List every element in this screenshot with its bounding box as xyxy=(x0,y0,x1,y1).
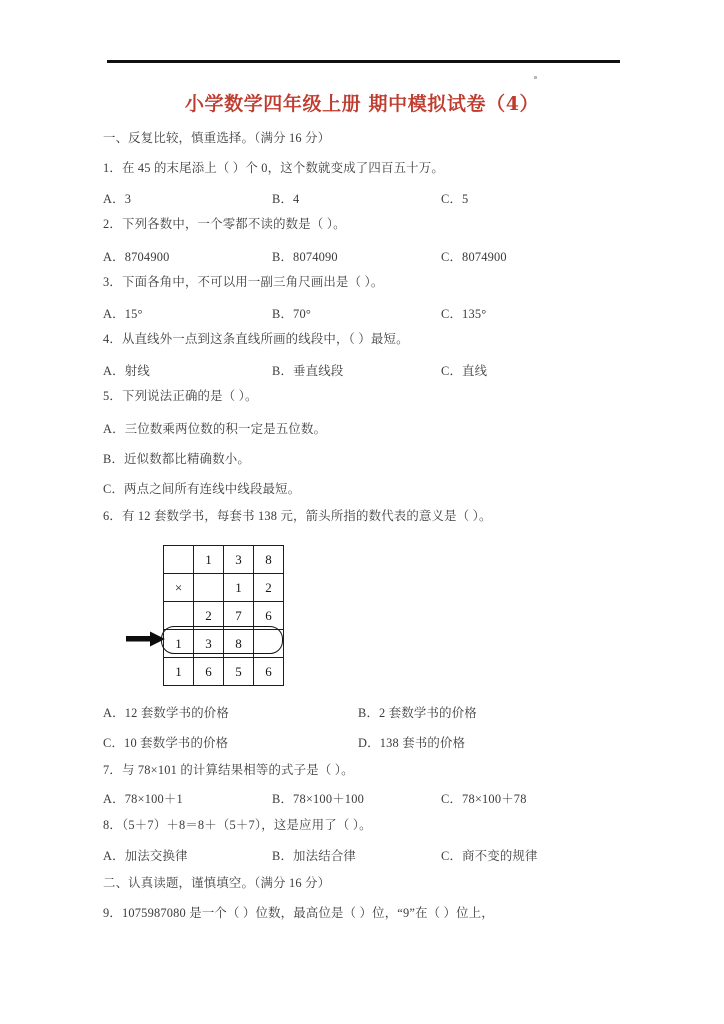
table-row xyxy=(164,546,284,574)
grid-cell xyxy=(164,602,194,630)
grid-cell xyxy=(164,546,194,574)
grid-cell: 1 xyxy=(164,630,194,658)
question-7-option-a[interactable]: A．78×100＋1 xyxy=(103,792,183,806)
question-7-stem: 7．与 78×101 的计算结果相等的式子是（ ）。 xyxy=(103,763,354,777)
question-2-option-a[interactable]: A．8704900 xyxy=(103,250,170,264)
grid-cell: 6 xyxy=(194,658,224,686)
question-7-option-b[interactable]: B．78×100＋100 xyxy=(272,792,364,806)
grid-cell-multiply-sign: × xyxy=(164,574,194,602)
grid-cell: 1 xyxy=(194,546,224,574)
table-row xyxy=(164,574,284,602)
question-8-stem: 8．（5＋7）＋8＝8＋（5＋7），这是应用了（ ）。 xyxy=(103,818,372,832)
question-1-option-b[interactable]: B．4 xyxy=(272,192,300,206)
question-5-stem: 5．下列说法正确的是（ ）。 xyxy=(103,389,258,403)
section-heading-1: 一、反复比较，慎重选择。（满分 16 分） xyxy=(103,131,331,145)
grid-cell: 6 xyxy=(254,658,284,686)
grid-cell: 8 xyxy=(224,630,254,658)
question-8-option-a[interactable]: A．加法交换律 xyxy=(103,849,188,863)
scan-artifact-dot xyxy=(534,76,537,79)
page-title: 小学数学四年级上册 期中模拟试卷（4） xyxy=(184,93,540,115)
question-3-option-c[interactable]: C．135° xyxy=(441,307,487,321)
question-4-option-a[interactable]: A．射线 xyxy=(103,364,150,378)
question-4-option-c[interactable]: C．直线 xyxy=(441,364,488,378)
question-2-option-b[interactable]: B．8074090 xyxy=(272,250,338,264)
grid-cell: 8 xyxy=(254,546,284,574)
question-9-stem: 9．1075987080 是一个（ ）位数，最高位是（ ）位，“9”在（ ）位上， xyxy=(103,906,494,920)
grid-cell: 1 xyxy=(164,658,194,686)
arrow-icon xyxy=(126,630,166,648)
grid-cell xyxy=(194,574,224,602)
question-6-option-a[interactable]: A．12 套数学书的价格 xyxy=(103,706,229,720)
grid-cell: 7 xyxy=(224,602,254,630)
grid-cell: 6 xyxy=(254,602,284,630)
table-row xyxy=(164,602,284,630)
grid-cell xyxy=(254,630,284,658)
grid-cell: 2 xyxy=(254,574,284,602)
table-row-highlighted xyxy=(164,630,284,658)
grid-cell: 3 xyxy=(224,546,254,574)
question-1-stem: 1．在 45 的末尾添上（ ）个 0，这个数就变成了四百五十万。 xyxy=(103,161,444,175)
question-4-option-b[interactable]: B．垂直线段 xyxy=(272,364,344,378)
question-6-stem: 6．有 12 套数学书，每套书 138 元，箭头所指的数代表的意义是（ ）。 xyxy=(103,509,492,523)
grid-cell: 5 xyxy=(224,658,254,686)
question-6-option-c[interactable]: C．10 套数学书的价格 xyxy=(103,736,229,750)
question-4-stem: 4．从直线外一点到这条直线所画的线段中，（ ）最短。 xyxy=(103,332,409,346)
question-3-stem: 3．下面各角中，不可以用一副三角尺画出是（ ）。 xyxy=(103,275,384,289)
question-3-option-a[interactable]: A．15° xyxy=(103,307,143,321)
question-2-stem: 2．下列各数中，一个零都不读的数是（ ）。 xyxy=(103,217,346,231)
question-6-option-b[interactable]: B．2 套数学书的价格 xyxy=(358,706,477,720)
header-rule xyxy=(107,60,620,63)
grid-cell: 3 xyxy=(194,630,224,658)
question-1-option-c[interactable]: C．5 xyxy=(441,192,469,206)
grid-cell: 1 xyxy=(224,574,254,602)
grid-cell: 2 xyxy=(194,602,224,630)
table-row xyxy=(164,658,284,686)
question-3-option-b[interactable]: B．70° xyxy=(272,307,312,321)
multiplication-grid xyxy=(163,545,279,681)
question-1-option-a[interactable]: A．3 xyxy=(103,192,132,206)
question-5-option-c[interactable]: C．两点之间所有连线中线段最短。 xyxy=(103,482,301,496)
question-7-option-c[interactable]: C．78×100＋78 xyxy=(441,792,527,806)
question-5-option-a[interactable]: A．三位数乘两位数的积一定是五位数。 xyxy=(103,422,327,436)
section-heading-2: 二、认真读题，谨慎填空。（满分 16 分） xyxy=(103,876,331,890)
question-8-option-c[interactable]: C．商不变的规律 xyxy=(441,849,538,863)
question-2-option-c[interactable]: C．8074900 xyxy=(441,250,507,264)
question-6-option-d[interactable]: D．138 套书的价格 xyxy=(358,736,466,750)
question-8-option-b[interactable]: B．加法结合律 xyxy=(272,849,357,863)
question-5-option-b[interactable]: B．近似数都比精确数小。 xyxy=(103,452,250,466)
